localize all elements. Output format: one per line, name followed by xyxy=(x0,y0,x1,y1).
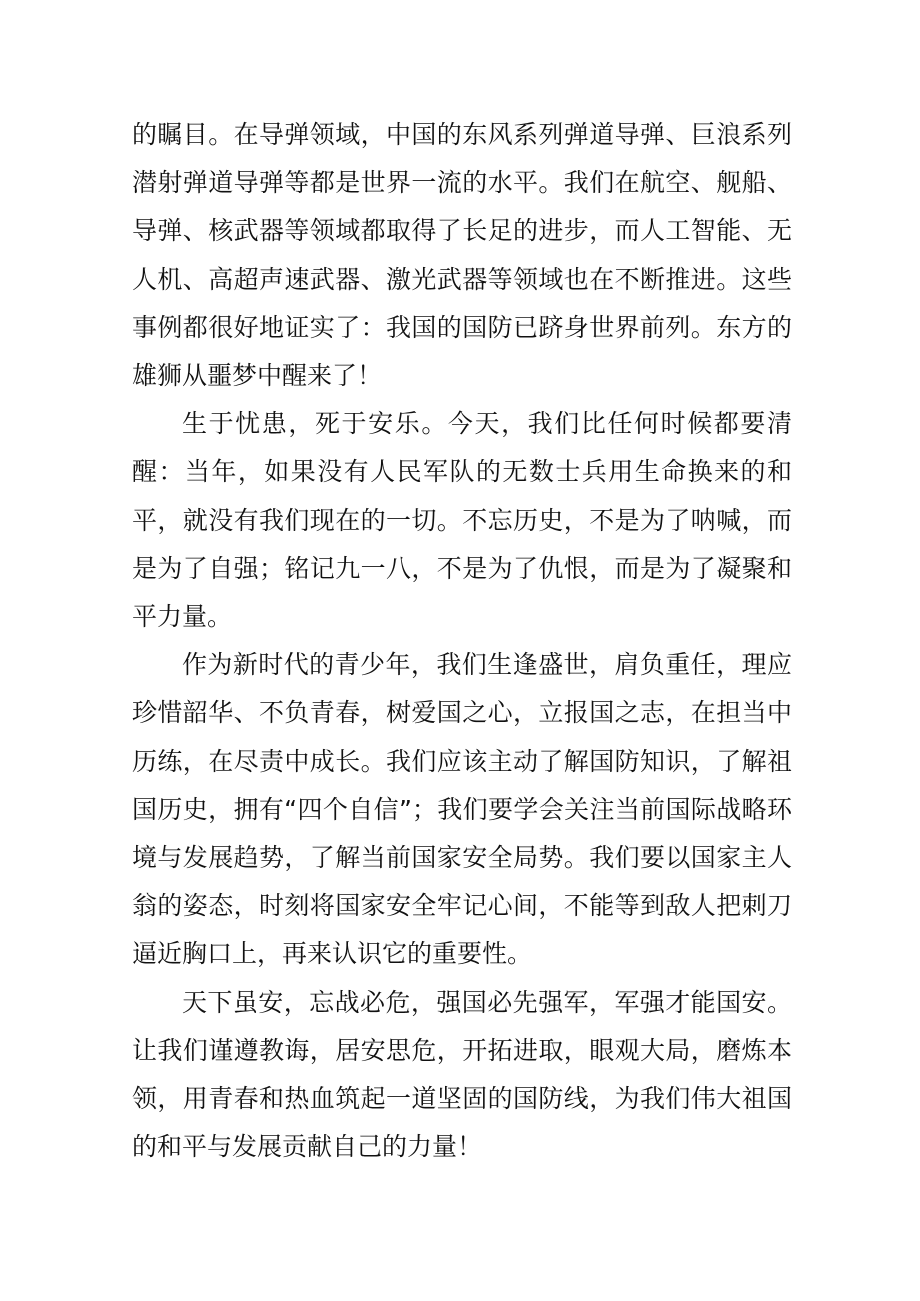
paragraph-2: 生于忧患，死于安乐。今天，我们比任何时候都要清醒：当年，如果没有人民军队的无数士兵用生命换来的和平，就没有我们现在的一切。不忘历史，不是为了呐喊，而是为了自强；铭记九一八，不是为了仇恨，而是为了凝聚和平力量。 xyxy=(132,409,792,632)
document-body xyxy=(132,111,792,1171)
paragraph-4: 天下虽安，忘战必危，强国必先强军，军强才能国安。让我们谨遵教诲，居安思危，开拓进取，眼观大局，磨炼本领，用青春和热血筑起一道坚固的国防线，为我们伟大祖国的和平与发展贡献自己的力量！ xyxy=(132,987,792,1162)
paragraph-3: 作为新时代的青少年，我们生逢盛世，肩负重任，理应珍惜韶华、不负青春，树爱国之心，立报国之志，在担当中历练，在尽责中成长。我们应该主动了解国防知识，了解祖国历史，拥有“四个自信”；我们要学会关注当前国际战略环境与发展趋势，了解当前国家安全局势。我们要以国家主人翁的姿态，时刻将国家安全牢记心间，不能等到敌人把刺刀逼近胸口上，再来认识它的重要性。 xyxy=(132,650,792,969)
paragraph-1: 的瞩目。在导弹领域，中国的东风系列弹道导弹、巨浪系列潜射弹道导弹等都是世界一流的水平。我们在航空、舰船、导弹、核武器等领域都取得了长足的进步，而人工智能、无人机、高超声速武器、激光武器等领域也在不断推进。这些事例都很好地证实了：我国的国防已跻身世界前列。东方的雄狮从噩梦中醒来了！ xyxy=(132,120,792,391)
